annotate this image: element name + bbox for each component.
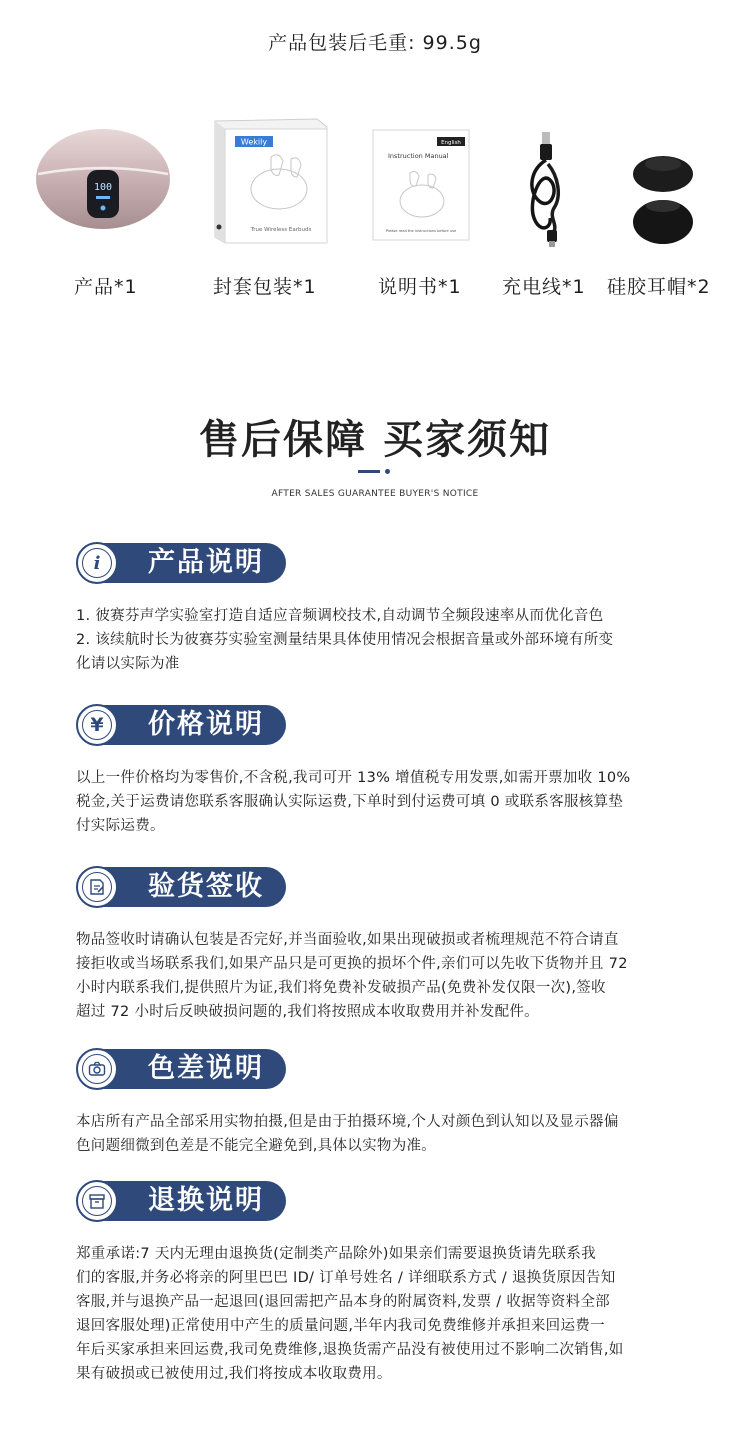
ear-tips-image (630, 154, 696, 250)
instruction-manual-image (372, 129, 470, 241)
item-label-product: 产品*1 (74, 276, 138, 298)
section-title-text: 价格说明 (148, 709, 264, 740)
after-sales-subheading: AFTER SALES GUARANTEE BUYER'S NOTICE (271, 489, 479, 499)
section-body-product: 1. 彼赛芬声学实验室打造自适应音频调校技术,自动调节全频段速率从而优化音色 2. 该续航时长为彼赛芬实验室测量结果具体使用情况会根据音量或外部环境有所变 化请以实际为准 (76, 608, 614, 672)
item-label-cable: 充电线*1 (502, 276, 586, 298)
after-sales-heading: 售后保障 买家须知 (199, 417, 551, 463)
heading-divider-dot (385, 469, 390, 474)
manual-tag: English (441, 140, 461, 146)
section-body-price: 以上一件价格均为零售价,不含税,我司可开 13% 增值税专用发票,如需开票加收 10% 税金,关于运费请您联系客服确认实际运费,下单时到付运费可填 0 或联系客服核算垫 付实际运费。 (76, 770, 631, 834)
info-icon: i (82, 548, 112, 578)
package-contents (0, 112, 750, 312)
yen-icon: ¥ (82, 710, 112, 740)
charging-cable-image (520, 130, 572, 248)
item-label-manual: 说明书*1 (378, 276, 462, 298)
camera-icon (82, 1054, 112, 1084)
case-display-readout: 100 (93, 182, 113, 193)
retail-box-image (213, 117, 329, 245)
section-title-text: 产品说明 (148, 547, 264, 578)
manual-footer: Please read the instructions before use (385, 229, 457, 233)
heading-divider (358, 470, 380, 473)
package-weight: 产品包装后毛重: 99.5g (268, 32, 482, 54)
manual-title: Instruction Manual (388, 152, 449, 160)
section-title-text: 验货签收 (148, 871, 264, 902)
section-body-color: 本店所有产品全部采用实物拍摄,但是由于拍摄环境,个人对颜色到认知以及显示器偏 色问题细微到色差是不能完全避免到,具体以实物为准。 (76, 1114, 619, 1154)
section-title-text: 退换说明 (148, 1185, 264, 1216)
earbud-case-image (34, 122, 172, 232)
section-body-inspection: 物品签收时请确认包装是否完好,并当面验收,如果出现破损或者梳理规范不符合请直 接拒收或当场联系我们,如果产品只是可更换的损坏个件,亲们可以先收下货物并且 72 小时内联系我们,提供照片为证,我们将免费补发破损产品(免费补发仅限一次),签收 超过 72 小时后反映破损问题的,我们将按照成本收取费用并补发配件。 (76, 932, 628, 1020)
section-title-text: 色差说明 (148, 1053, 264, 1084)
edit-document-icon (82, 872, 112, 902)
box-brand: Wekily (240, 137, 268, 147)
section-body-returns: 郑重承诺:7 天内无理由退换货(定制类产品除外)如果亲们需要退换货请先联系我 们的客服,并务必将亲的阿里巴巴 ID/ 订单号姓名 / 详细联系方式 / 退换货原因告知 客服,并与退换产品一起退回(退回需把产品本身的附属资料,发票 / 收据等资料全部 退回客服处理)正常使用中产生的质量问题,半年内我司免费维修并承担来回运费一 年后买家承担来回运费,我司免费维修,退换货需产品没有被使用过不影响二次销售,如 果有破损或已被使用过,我们将按成本收取费用。 (76, 1246, 624, 1382)
item-label-box: 封套包装*1 (213, 276, 317, 298)
box-caption: True Wireless Earbuds (250, 227, 312, 233)
archive-box-icon (82, 1186, 112, 1216)
item-label-ear-tips: 硅胶耳帽*2 (607, 276, 711, 298)
